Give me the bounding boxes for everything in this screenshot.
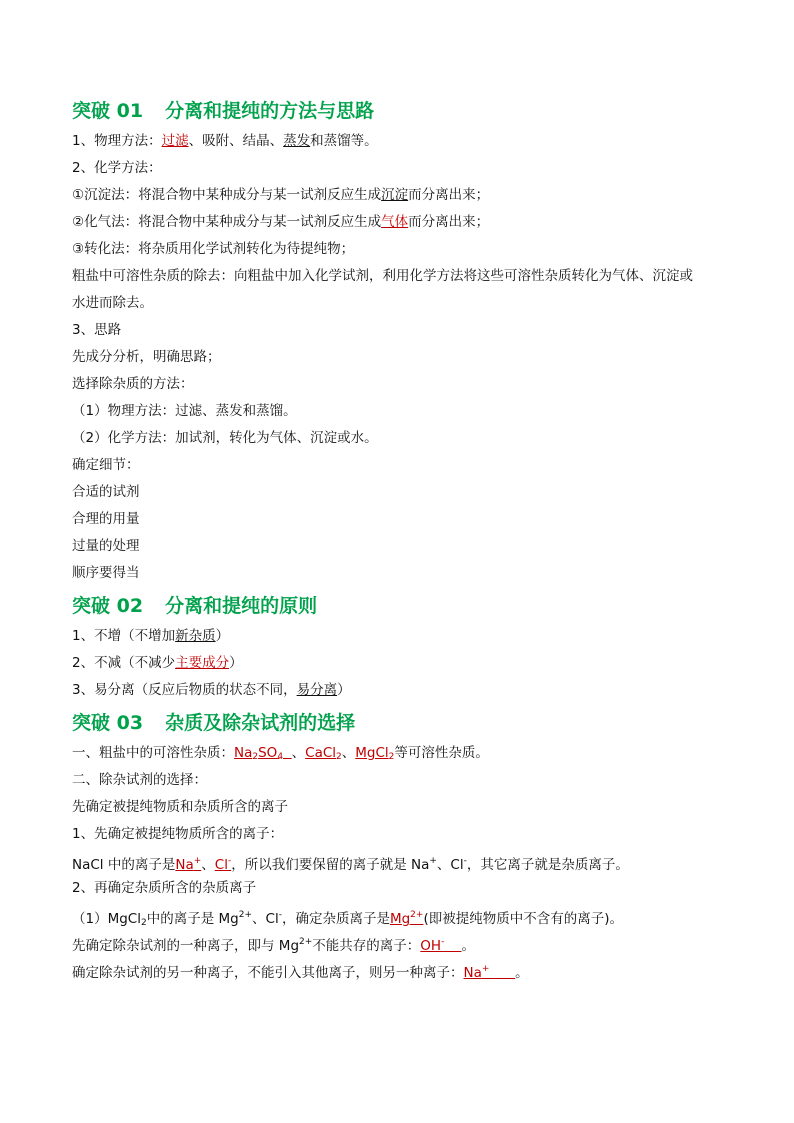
text-line: 确定细节： (72, 457, 140, 473)
underlined-text: 易分离 (296, 682, 338, 698)
text-line: 1、不增（不增加新杂质） (72, 628, 230, 644)
text-line: ②化气法：将混合物中某种成分与某一试剂反应生成气体而分离出来； (72, 214, 490, 230)
section-title: 分离和提纯的方法与思路 (165, 100, 375, 122)
text-line: 1、物理方法：过滤、吸附、结晶、蒸发和蒸馏等。 (72, 133, 378, 149)
answer-blank: OH- (420, 937, 445, 954)
answer-blank: 气体 (381, 214, 409, 230)
answer-blank: Cl- (214, 856, 232, 873)
text-line: 3、思路 (72, 322, 122, 338)
answer-blank: $Na_2SO_4$ (234, 745, 284, 762)
answer-blank: Na+ (175, 856, 202, 873)
section-number: 突破 03 (72, 712, 144, 734)
text-line: 顺序要得当 (72, 565, 140, 581)
text-line: ①沉淀法：将混合物中某种成分与某一试剂反应生成沉淀而分离出来； (72, 187, 490, 203)
section-title: 杂质及除杂试剂的选择 (165, 712, 356, 734)
text-line: 确定除杂试剂的另一种离子，不能引入其他离子，则另一种离子：Na+ 。 (72, 964, 529, 981)
answer-blank: MgCl$_2$ (355, 745, 395, 762)
underlined-text: 新杂质 (175, 628, 216, 644)
section-number: 突破 01 (72, 100, 144, 122)
answer-blank: Na+ (463, 964, 490, 981)
text-line: 先确定除杂试剂的一种离子，即与 $Mg^{2+}$不能共存的离子：OH- 。 (72, 937, 475, 954)
underlined-text: 沉淀 (381, 187, 409, 203)
text-line: ③转化法：将杂质用化学试剂转化为待提纯物； (72, 241, 355, 257)
text-line: （2）化学方法：加试剂，转化为气体、沉淀或水。 (72, 430, 378, 446)
text-line: 合理的用量 (72, 511, 140, 527)
section-number: 突破 02 (72, 595, 144, 617)
text-line: 2、化学方法： (72, 160, 162, 176)
text-line: 先确定被提纯物质和杂质所含的离子 (72, 799, 288, 815)
text-line: 水进而除去。 (72, 295, 153, 311)
text-line: NaCl 中的离子是Na+、Cl-，所以我们要保留的离子就是 Na+、Cl-，其它离子就是杂质离子。 (72, 856, 629, 873)
text-line: 二、除杂试剂的选择： (72, 772, 207, 788)
text-line: （1）MgCl$_2$中的离子是 $Mg^{2+}$、Cl-，确定杂质离子是$Mg^{2+}$(即被提纯物质中不含有的离子)。 (72, 910, 623, 928)
text-line: 先成分分析，明确思路； (72, 349, 221, 365)
text-line: 过量的处理 (72, 538, 140, 554)
section-heading-3 (72, 706, 752, 740)
text-line: 3、易分离（反应后物质的状态不同，易分离） (72, 682, 351, 698)
answer-blank: $Mg^{2+}$ (389, 910, 424, 927)
text-line: 2、再确定杂质所含的杂质离子 (72, 880, 257, 896)
text-line: （1）物理方法：过滤、蒸发和蒸馏。 (72, 403, 297, 419)
text-line: 2、不减（不减少主要成分） (72, 655, 243, 671)
text-line: 一、粗盐中的可溶性杂质：$Na_2SO_4$ 、CaCl$_2$、MgCl$_2$等可溶性杂质。 (72, 745, 489, 762)
section-title: 分离和提纯的原则 (165, 595, 318, 617)
text-line: 选择除杂质的方法： (72, 376, 194, 392)
answer-blank: 过滤 (161, 133, 189, 149)
text-line: 合适的试剂 (72, 484, 140, 500)
text-line: 1、先确定被提纯物质所含的离子： (72, 826, 284, 842)
section-heading-2 (72, 589, 752, 623)
section-heading-1 (72, 94, 752, 128)
underlined-text: 蒸发 (283, 133, 311, 149)
answer-blank: 主要成分 (175, 655, 230, 671)
text-line: 粗盐中可溶性杂质的除去：向粗盐中加入化学试剂，利用化学方法将这些可溶性杂质转化为气体、沉淀或 (72, 268, 693, 284)
document-page (72, 94, 752, 983)
answer-blank: CaCl$_2$ (305, 745, 342, 762)
